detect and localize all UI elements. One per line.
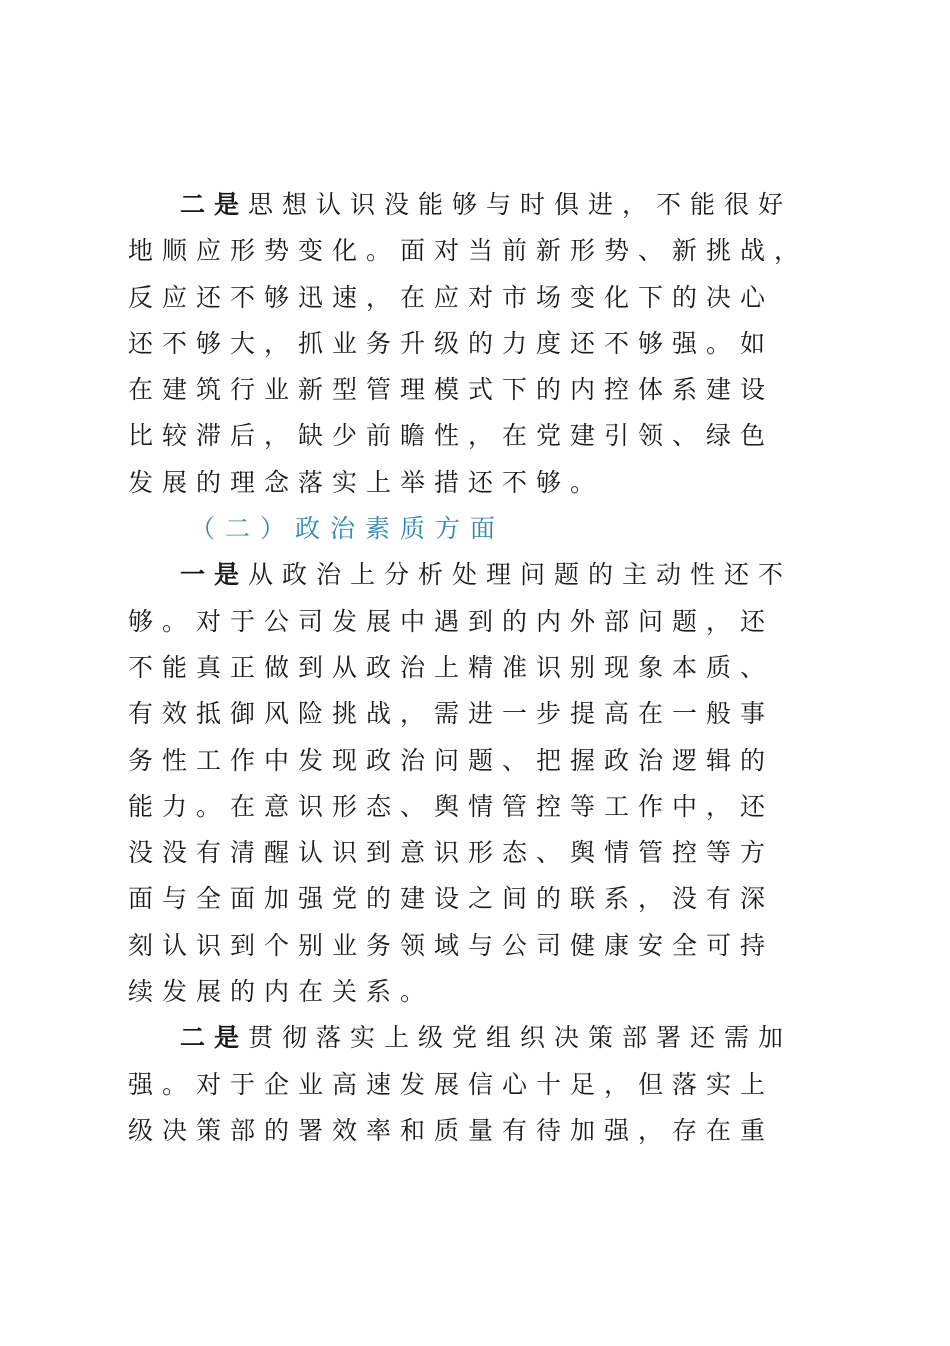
paragraph-line: 一是从政治上分析处理问题的主动性还不 — [180, 560, 793, 590]
paragraph-line: 地顺应形势变化。面对当前新形势、新挑战， — [128, 236, 809, 266]
paragraph-line: 比较滞后，缺少前瞻性，在党建引领、绿色 — [128, 421, 775, 451]
paragraph-lead: 二是 — [180, 1023, 249, 1053]
document-body — [128, 182, 828, 1154]
paragraph-line: 务性工作中发现政治问题、把握政治逻辑的 — [128, 745, 775, 775]
paragraph-line: 还不够大，抓业务升级的力度还不够强。如 — [128, 328, 775, 358]
paragraph-lead: 二是 — [180, 190, 249, 219]
paragraph-line: 强。对于企业高速发展信心十足，但落实上 — [128, 1069, 775, 1099]
paragraph-line: 级决策部的署效率和质量有待加强，存在重 — [128, 1115, 775, 1145]
paragraph-2 — [128, 552, 828, 1015]
paragraph-line: 续发展的内在关系。 — [128, 977, 435, 1007]
paragraph-line: 没没有清醒认识到意识形态、舆情管控等方 — [128, 838, 775, 868]
paragraph-line: 不能真正做到从政治上精准识别现象本质、 — [128, 652, 775, 682]
paragraph-1 — [128, 182, 828, 506]
paragraph-3 — [128, 1015, 828, 1154]
paragraph-line: 在建筑行业新型管理模式下的内控体系建设 — [128, 375, 775, 405]
paragraph-line: 能力。在意识形态、舆情管控等工作中，还 — [128, 791, 775, 821]
section-heading: （二）政治素质方面 — [190, 514, 506, 544]
paragraph-lead: 一是 — [180, 560, 249, 590]
paragraph-line: 二是思想认识没能够与时俱进，不能很好 — [180, 190, 793, 219]
paragraph-line: 有效抵御风险挑战，需进一步提高在一般事 — [128, 699, 775, 729]
paragraph-line: 反应还不够迅速，在应对市场变化下的决心 — [128, 282, 775, 312]
paragraph-line: 面与全面加强党的建设之间的联系，没有深 — [128, 884, 775, 914]
paragraph-line: 够。对于公司发展中遇到的内外部问题，还 — [128, 606, 775, 636]
paragraph-line: 发展的理念落实上举措还不够。 — [128, 467, 605, 497]
paragraph-line: 二是贯彻落实上级党组织决策部署还需加 — [180, 1023, 793, 1053]
paragraph-line: 刻认识到个别业务领域与公司健康安全可持 — [128, 930, 775, 960]
